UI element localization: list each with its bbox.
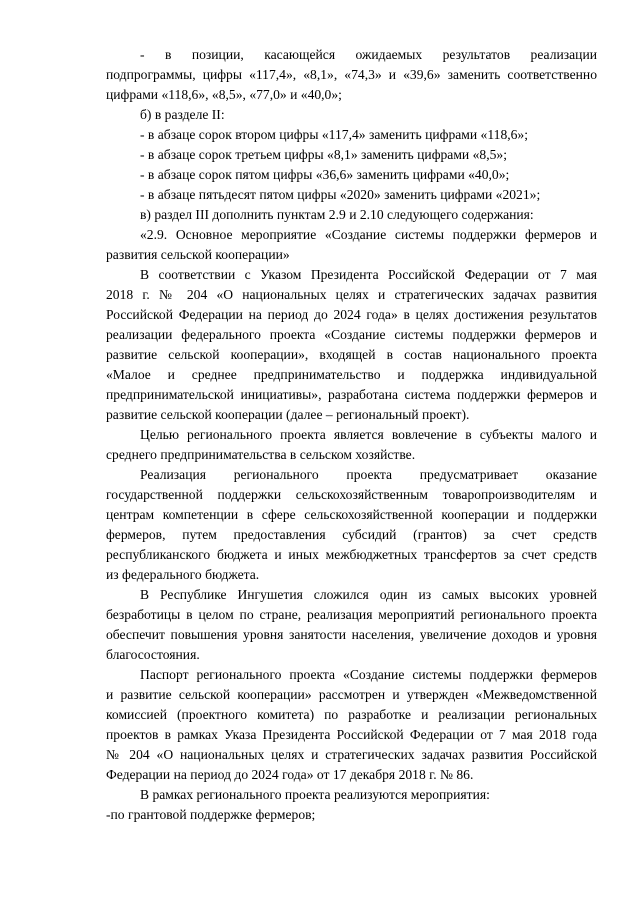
text-line: цифрами «118,6», «8,5», «77,0» и «40,0»; xyxy=(106,87,342,102)
text-line: - в позиции, касающейся ожидаемых результатов реализации xyxy=(140,47,597,62)
text-line: «2.9. Основное мероприятие «Создание системы поддержки фермеров и xyxy=(140,227,597,242)
text-line: № 204 «О национальных целях и стратегических задачах развития Российской xyxy=(106,747,597,762)
text-line: - в абзаце сорок третьем цифры «8,1» заменить цифрами «8,5»; xyxy=(140,147,507,162)
text-line: Паспорт регионального проекта «Создание системы поддержки фермеров xyxy=(140,667,597,682)
text-line: обеспечит повышения уровня занятости населения, увеличение доходов и уровня xyxy=(106,627,597,642)
text-line: -по грантовой поддержке фермеров; xyxy=(106,807,316,822)
text-line: и развитие сельской кооперации» рассмотрен и утвержден «Межведомственной xyxy=(106,687,597,702)
text-line: реализации федерального проекта «Создание системы поддержки фермеров и xyxy=(106,327,597,342)
text-line: - в абзаце сорок втором цифры «117,4» заменить цифрами «118,6»; xyxy=(140,127,529,142)
text-line: проектов в рамках Указа Президента Российской Федерации от 7 мая 2018 года xyxy=(106,727,597,742)
text-line: Реализация регионального проекта предусматривает оказание xyxy=(140,467,597,482)
text-line: подпрограммы, цифры «117,4», «8,1», «74,3» и «39,6» заменить соответственно xyxy=(106,67,597,82)
text-line: В соответствии с Указом Президента Российской Федерации от 7 мая xyxy=(140,267,597,282)
text-line: среднего предпринимательства в сельском хозяйстве. xyxy=(106,447,416,462)
text-line: развитие сельской кооперации (далее – региональный проект). xyxy=(106,407,470,422)
text-line: комиссией (проектного комитета) по разработке и реализации региональных xyxy=(106,707,597,722)
text-line: В Республике Ингушетия сложился один из самых высоких уровней xyxy=(140,587,597,602)
text-line: б) в разделе II: xyxy=(140,107,225,122)
text-line: В рамках регионального проекта реализуются мероприятия: xyxy=(140,787,490,802)
text-line: благосостояния. xyxy=(106,647,200,662)
text-line: Целью регионального проекта является вовлечение в субъекты малого и xyxy=(140,427,597,442)
text-line: - в абзаце сорок пятом цифры «36,6» заменить цифрами «40,0»; xyxy=(140,167,510,182)
text-line: 2018 г. № 204 «О национальных целях и стратегических задачах развития xyxy=(106,287,597,302)
text-line: развитие сельской кооперации», входящей в состав национального проекта xyxy=(106,347,597,362)
text-line: фермеров, путем предоставления субсидий (грантов) за счет средств xyxy=(106,527,597,542)
text-line: в) раздел III дополнить пунктам 2.9 и 2.10 следующего содержания: xyxy=(140,207,534,222)
text-line: безработицы в целом по стране, реализация мероприятий регионального проекта xyxy=(106,607,597,622)
text-line: предпринимательской инициативы», разработана система поддержки фермеров и xyxy=(106,387,597,402)
text-line: государственной поддержки сельскохозяйственным товаропроизводителям и xyxy=(106,487,597,502)
text-line: развития сельской кооперации» xyxy=(106,247,290,262)
text-line: Федерации на период до 2024 года» от 17 декабря 2018 г. № 86. xyxy=(106,767,474,782)
text-line: из федерального бюджета. xyxy=(106,567,260,582)
text-line: «Малое и среднее предпринимательство и поддержка индивидуальной xyxy=(106,367,597,382)
text-line: - в абзаце пятьдесят пятом цифры «2020» заменить цифрами «2021»; xyxy=(140,187,541,202)
text-line: республиканского бюджета и иных межбюджетных трансфертов за счет средств xyxy=(106,547,597,562)
text-line: центрам компетенции в сфере сельскохозяйственной кооперации и поддержки xyxy=(106,507,597,522)
text-line: Российской Федерации на период до 2024 года» в целях достижения результатов xyxy=(106,307,597,322)
